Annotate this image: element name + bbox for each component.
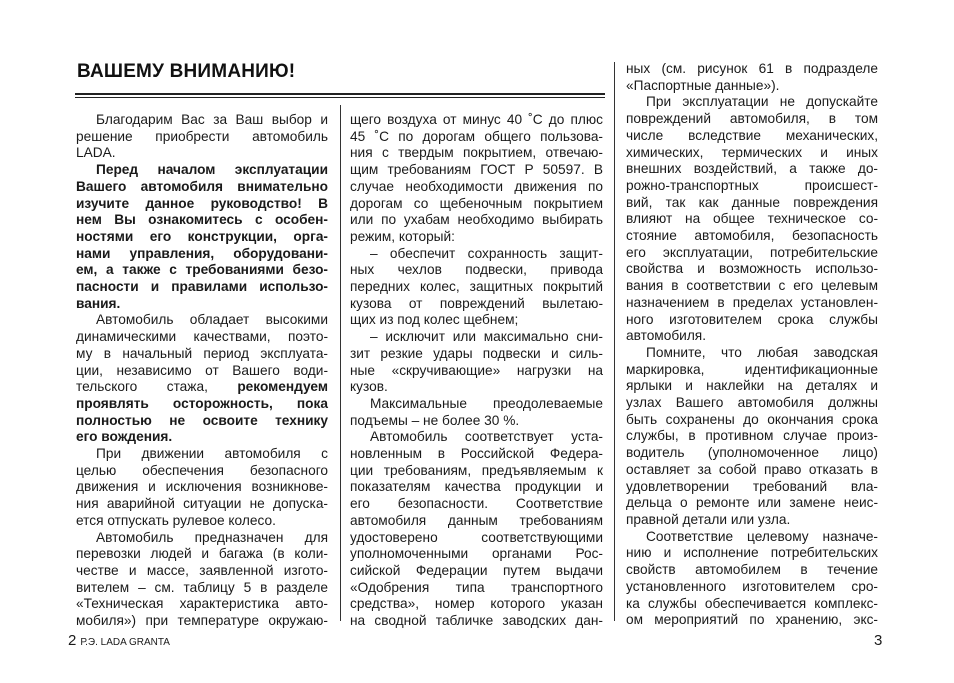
text-line: Максимальные преодолеваемые	[370, 395, 603, 411]
text-line: правной детали или узла.	[626, 511, 791, 527]
text-line: нем Вы ознакомитесь с особен-	[76, 212, 328, 228]
text-line: ных (см. рисунок 61 в подразделе	[626, 61, 878, 76]
text-line: его вождения.	[76, 429, 173, 445]
text-line: проявлять осторожность, пока	[76, 395, 328, 411]
text-line: движения и исключения возникнове-	[76, 479, 328, 495]
text-line: стояние автомобиля, безопасность	[626, 228, 878, 244]
text-line: автомобиля.	[626, 328, 707, 344]
text-line: удостоверено соответствующими	[350, 529, 603, 545]
text-line: щих из под колес щебнем;	[350, 312, 519, 328]
text-line: удовлетворении требований вла-	[626, 478, 878, 494]
text-line: нами управления, оборудовани-	[76, 245, 328, 261]
text-line: назначением в пределах установлен-	[626, 294, 878, 310]
text-line: динамическими качествами, поэто-	[76, 329, 328, 345]
text-line: ного изготовителем срока службы	[626, 311, 878, 327]
text-line: – обеспечит сохранность защит-	[370, 245, 603, 261]
text-line: водитель (уполномоченное лицо)	[626, 445, 878, 461]
footer-left	[68, 632, 170, 649]
text-line: маркировка, идентификационные	[626, 361, 878, 377]
footer-title: Р.Э. LADA GRANTA	[80, 637, 170, 648]
text-line: Соответствие целевому назначе-	[646, 528, 878, 544]
text-line: передних колес, защитных покрытий	[350, 279, 603, 295]
text-line: рожно-транспортных происшест-	[626, 177, 878, 193]
text-line: оставляет за собой право отказать в	[626, 461, 878, 477]
text-line: Перед началом эксплуатации	[96, 162, 328, 178]
text-line: ции, независимо от Вашего води-	[76, 362, 328, 378]
text-line: Вашего автомобиля внимательно	[76, 178, 328, 194]
text-line: ции требованиям, предъявляемым к	[350, 462, 603, 478]
text-line: установленного изготовителем сро-	[626, 578, 878, 594]
text-line: «Одобрения типа транспортного	[350, 579, 603, 595]
text-line: Автомобиль предназначен для	[96, 529, 328, 545]
text-line: новленным в Российской Федера-	[350, 446, 603, 462]
text-line: Помните, что любая заводская	[646, 344, 878, 360]
text-line: вания.	[76, 295, 121, 311]
text-line: службы, в противном случае произ-	[626, 428, 878, 444]
text-line: ярлыки и наклейки на деталях и	[626, 378, 878, 394]
heading-rule	[75, 93, 605, 95]
text-line: его безопасности. Соответствие	[350, 496, 603, 512]
text-line: ния с твердым покрытием, отвечаю-	[350, 145, 603, 161]
text-line: LADA.	[76, 145, 116, 161]
text-line: случае необходимости движения по	[350, 178, 603, 194]
text-line: Благодарим Вас за Ваш выбор и	[96, 112, 328, 127]
column-divider-2	[614, 62, 615, 621]
text-line: сийской Федерации путем выдачи	[350, 562, 603, 578]
text-line: изучите данное руководство! В	[76, 195, 328, 211]
text-line: щего воздуха от минус 40 ˚С до плюс	[350, 112, 603, 127]
text-line: ом мероприятий по хранению, экс-	[626, 612, 878, 628]
text-line: зит резкие удары подвески и силь-	[350, 345, 603, 361]
text-line: ностями его конструкции, орга-	[76, 228, 328, 244]
text-line: ных чехлов подвески, привода	[350, 262, 603, 278]
text-line: кузов.	[350, 379, 388, 395]
text-line: При эксплуатации не допускайте	[646, 94, 878, 110]
text-line: на сводной табличке заводских дан-	[350, 613, 603, 629]
text-line: мобиля») при температуре окружаю-	[76, 613, 328, 629]
text-line: 45 ˚С по дорогам общего пользова-	[350, 128, 603, 144]
text-line: нию и исполнение потребительских	[626, 545, 878, 561]
text-line: При движении автомобиля с	[96, 446, 328, 462]
text-line: повреждений автомобиля, в том	[626, 111, 878, 127]
text-line: перевозки людей и багажа (в коли-	[76, 546, 328, 562]
text-line: «Паспортные данные»).	[626, 77, 780, 93]
text-line: ем, а также с требованиями безо-	[76, 262, 328, 278]
text-line: ется отпускать рулевое колесо.	[76, 512, 276, 528]
text-line: решение приобрести автомобиль	[76, 128, 328, 144]
text-line: быть сохранены до окончания срока	[626, 411, 878, 427]
text-column-1	[76, 112, 328, 630]
text-line: дельца о ремонте или замене неис-	[626, 495, 878, 511]
text-line: Автомобиль соответствует уста-	[370, 429, 603, 445]
text-line: показателям качества продукции и	[350, 479, 603, 495]
text-line: кузова от повреждений вылетаю-	[350, 295, 603, 311]
text-line: честве и массе, заявленной изгото-	[76, 562, 328, 578]
text-line: – исключит или максимально сни-	[370, 329, 603, 345]
text-line: щим требованиям ГОСТ Р 50597. В	[350, 162, 603, 178]
text-line: или по ухабам необходимо выбирать	[350, 212, 603, 228]
text-line: Автомобиль обладает высокими	[96, 312, 328, 328]
column-divider-1	[340, 105, 341, 621]
text-line: ные «скручивающие» нагрузки на	[350, 362, 603, 378]
text-line: целью обеспечения безопасного	[76, 462, 328, 478]
text-line: числе вследствие механических,	[626, 127, 878, 143]
text-line: «Техническая характеристика авто-	[76, 596, 328, 612]
text-line: вий, так как данные повреждения	[626, 194, 878, 210]
text-line: му в начальный период эксплуата-	[76, 345, 328, 361]
text-line: влияют на общее техническое со-	[626, 211, 878, 227]
text-line: внешних воздействий, а также до-	[626, 161, 878, 177]
text-line: вания в соответствии с его целевым	[626, 278, 878, 294]
text-line: полностью не освоите технику	[76, 412, 328, 428]
text-line: автомобиля данным требованиям	[350, 512, 603, 528]
text-line: тельского стажа, рекомендуем	[76, 379, 328, 395]
text-line: ка службы обеспечивается комплекс-	[626, 595, 878, 611]
text-line: режим, который:	[350, 228, 455, 244]
page-heading: ВАШЕМУ ВНИМАНИЮ!	[77, 61, 296, 82]
page-number-left: 2	[68, 632, 77, 649]
text-line: вителем – см. таблицу 5 в разделе	[76, 579, 328, 595]
page-number-right: 3	[874, 632, 883, 649]
text-line: свойств автомобилем в течение	[626, 562, 878, 578]
text-line: средства», номер которого указан	[350, 596, 603, 612]
text-line: уполномоченными органами Рос-	[350, 546, 603, 562]
text-line: свойства и возможность использо-	[626, 261, 878, 277]
text-line: подъемы – не более 30 %.	[350, 412, 520, 428]
text-line: химических, термических и иных	[626, 144, 878, 160]
text-line: его эксплуатации, потребительские	[626, 244, 878, 260]
text-column-2	[350, 112, 603, 630]
text-line: дорогам со щебеночным покрытием	[350, 195, 603, 211]
text-column-3	[626, 61, 878, 629]
text-line: ния аварийной ситуации не допуска-	[76, 496, 328, 512]
text-line: узлах Вашего автомобиля должны	[626, 395, 878, 411]
text-line: пасности и правилами использо-	[76, 279, 328, 295]
heading-rule-thin	[75, 97, 605, 98]
